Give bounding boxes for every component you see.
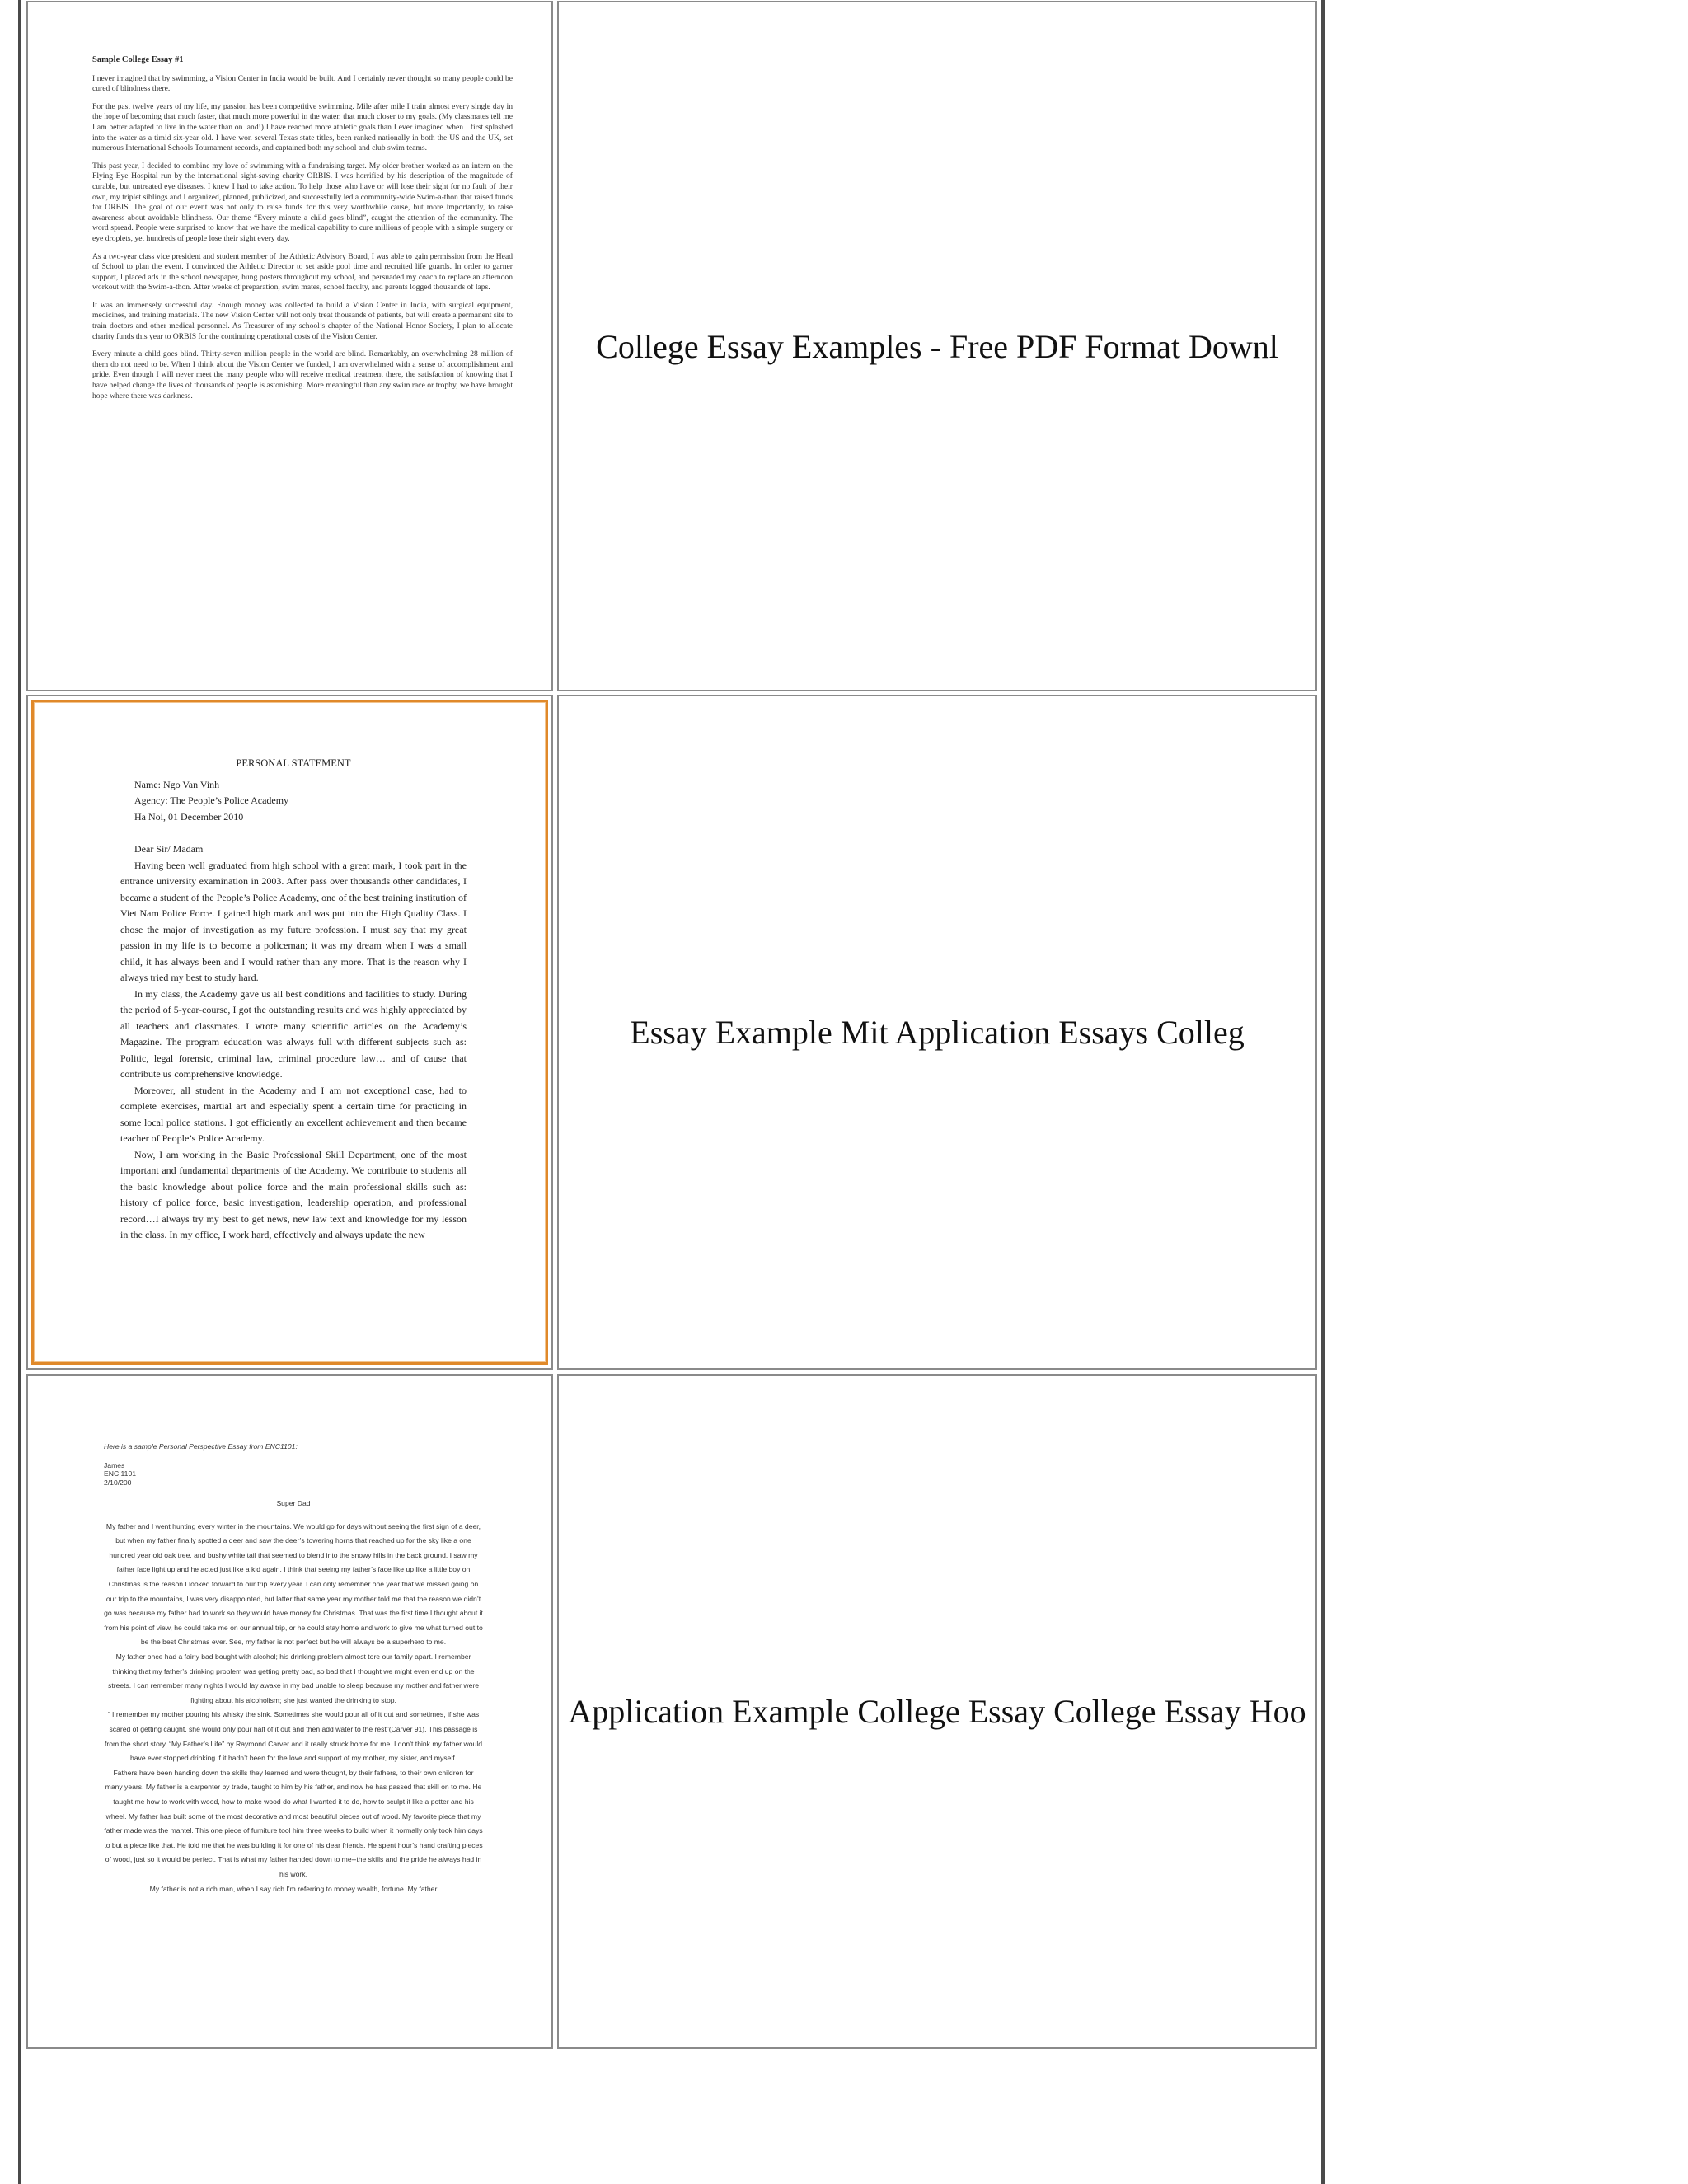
caption-cell-2[interactable]	[557, 695, 1317, 1370]
caption-link[interactable]: Essay Example Mit Application Essays Colleg	[630, 1014, 1245, 1051]
essay-name: Name: Ngo Van Vinh	[134, 778, 220, 790]
essay-salutation: Dear Sir/ Madam	[134, 843, 204, 855]
essay-date: 2/10/200	[104, 1478, 132, 1487]
essay-paragraph: My father and I went hunting every winter in the mountains. We would go for days without seeing the first sign of a deer, but when my father finally spotted a deer and saw the deer’s towering horns that reached up for the sky like a one hundred year old oak tree, and bushy white tail that seemed to blend into the snowy hills in the back ground. I saw my father face light up and he acted just like a kid again. I think that seeing my father’s face like up like a little boy on Christmas is the reason I looked forward to our trip every year. I can only remember one year that we missed going on our trip to the mountains, I was very disappointed, but latter that same year my mother told me that the reason we didn’t go was because my father had to work so they would have money for Christmas. That was the first time I thought about it from his point of view, he could take me on our annual trip, or he could stay home and work to give me what turned out to be the best Christmas ever. See, my father is not perfect but he will always be a superhero to me.	[104, 1521, 483, 1647]
essay-paragraph: My father is not a rich man, when I say rich I’m referring to money wealth, fortune. My father	[149, 1884, 438, 1893]
essay-paragraph: This past year, I decided to combine my love of swimming with a fundraising target. My older brother worked as an intern on the Flying Eye Hospital run by the international sight-saving charity ORBIS. I was horrified by his description of the magnitude of curable, but untreated eye diseases. I knew I had to take action. To help those who have or will lose their sight for no fault of their own, my triplet siblings and I organized, planned, publicized, and successfully led a community-wide Swim-a-thon that raised funds for ORBIS. The goal of our event was not only to raise funds for this very worthwhile cause, but more importantly, to raise awareness about avoidable blindness. Our theme “Every minute a child goes blind”, caught the attention of the community. The word spread. People were surprised to know that we have the medical capability to cure millions of people with a simple surgery or eye droplets, yet hundreds of people lose their sight every day.	[92, 161, 513, 243]
essay-thumbnail-1[interactable]	[26, 1, 553, 691]
essay-paragraph: Having been well graduated from high school with a great mark, I took part in the entrance university examination in 2003. After pass over thousands other candidates, I became a student of the People’s Police Academy, one of the best training institution of Viet Nam Police Force. I gained high mark and was put into the High Quality Class. I chose the major of investigation as my future profession. I must say that my great passion in my life is to become a policeman; it was my dream when I was a small child, it has always been and I would rather than any more. That is the reason why I always tried my best to study hard.	[120, 859, 467, 983]
essay-paragraph: “ I remember my mother pouring his whisky the sink. Sometimes she would pour all of it out and sometimes, if she was scared of getting caught, she would only pour half of it out and then add water to the rest”(Carver 91). This passage is from the short story, “My Father’s Life” by Raymond Carver and it really struck home for me. I don’t think my father would have ever stopped drinking if it hadn’t been for the love and support of my mother, my sister, and myself.	[104, 1710, 483, 1763]
page-frame-left	[18, 0, 21, 2184]
essay-paragraph: Now, I am working in the Basic Professional Skill Department, one of the most important and fundamental departments of the Academy. We contribute to students all the basic knowledge about police force and the main professional skills such as: history of police force, basic investigation, leadership operation, and professional record…I always try my best to get news, new law text and knowledge for my lesson in the class. In my office, I work hard, effectively and always update the new	[120, 1148, 467, 1240]
essay-author: James ______	[104, 1460, 151, 1469]
caption-cell-1[interactable]	[557, 1, 1317, 691]
caption-link[interactable]: College Essay Examples - Free PDF Format Downl	[596, 327, 1278, 365]
essay-paragraph: For the past twelve years of my life, my passion has been competitive swimming. Mile after mile I train almost every single day in the hope of becoming that much faster, that much more powerful in the water, that much closer to my goals. (My classmates tell me I am better adapted to live in the water than on land!) I have reached more athletic goals than I ever imagined when I first splashed into the water as a timid six-year old. I have won several Texas state titles, been ranked nationally in both the US and the UK, set numerous International Schools Tournament records, and captained both my school and club swim teams.	[92, 101, 513, 153]
essay-document-2	[120, 756, 467, 1244]
essay-paragraph: Every minute a child goes blind. Thirty-seven million people in the world are blind. Remarkably, an overwhelming 28 million of them do not need to be. When I think about the Vision Center we funded, I am overwhelmed with a sense of accomplishment and pride. Even though I will never meet the many people who will receive medical treatment there, the satisfaction of knowing that I have helped change the lives of thousands of people is astonishing. More meaningful than any swim race or trophy, we have brought hope where there was darkness.	[92, 349, 513, 401]
essay-paragraph: As a two-year class vice president and student member of the Athletic Advisory Board, I was able to gain permission from the Head of School to plan the event. I convinced the Athletic Director to set aside pool time and recruited life guards. In order to garner support, I placed ads in the school newspaper, hung posters throughout my school, and persuaded my coach to replace an afternoon workout with the Swim-a-thon. After weeks of preparation, swim mates, school faculty, and parents logged thousands of laps.	[92, 251, 513, 293]
essay-paragraph: Moreover, all student in the Academy and I am not exceptional case, had to complete exercises, martial art and especially spent a certain time for practicing in some local police stations. I got efficiently an excellent achievement and then became teacher of People’s Police Academy.	[120, 1084, 467, 1144]
essay-course: ENC 1101	[104, 1469, 137, 1479]
essay-thumbnail-3[interactable]	[26, 1374, 553, 2049]
essay-paragraph: My father once had a fairly bad bought with alcohol; his drinking problem almost tore our family apart. I remember thinking that my father’s drinking problem was getting pretty bad, so bad that I thought we might even end up on the streets. I can remember many nights I would lay awake in my bad unable to sleep because my mother and father were fighting about his alcoholism; she just wanted the drinking to stop.	[108, 1652, 479, 1704]
essay-paragraph: In my class, the Academy gave us all best conditions and facilities to study. During the period of 5-year-course, I got the outstanding results and was highly appreciated by all teachers and classmates. I wrote many scientific articles on the Academy’s Magazine. The program education was always full with different subjects such as: Politic, legal forensic, criminal law, criminal procedure law… and of cause that contribute us comprehensive knowledge.	[120, 987, 467, 1080]
essay-paragraph: Fathers have been handing down the skills they learned and were thought, by their fathers, to their own children for many years. My father is a carpenter by trade, taught to him by his father, and now he has passed that skill on to me. He taught me how to work with wood, how to make wood do what I wanted it to do, how to sculpt it like a potter and his wheel. My father has built some of the most decorative and most beautiful pieces out of wood. My favorite piece that my father made was the mantel. This one piece of furniture tool him three weeks to build when it normally only took him days to but a piece like that. He told me that he was building it for one of his dear friends. He spent hour’s hand crafting pieces of wood, just so it would be perfect. That is what my father handed down to me--the skills and the pride he always had in his work.	[104, 1768, 483, 1878]
essay-thumbnail-2[interactable]	[26, 695, 553, 1370]
essay-document-3	[104, 1440, 483, 1896]
caption-cell-3[interactable]	[557, 1374, 1317, 2049]
essay-document-1	[92, 55, 513, 409]
essay-title: PERSONAL STATEMENT	[236, 757, 351, 769]
essay-paragraph: It was an immensely successful day. Enough money was collected to build a Vision Center in India, with surgical equipment, medicines, and training materials. The new Vision Center will not only treat thousands of patients, but will create a permanent site to train doctors and other medical personnel. As Treasurer of my school’s chapter of the National Honor Society, I plan to allocate charity funds this year to ORBIS for the continuing operational costs of the Vision Center.	[92, 300, 513, 341]
page-frame-right	[1321, 0, 1325, 2184]
essay-paragraph: I never imagined that by swimming, a Vision Center in India would be built. And I certainly never thought so many people could be cured of blindness there.	[92, 73, 513, 94]
essay-agency: Agency: The People’s Police Academy	[134, 794, 289, 806]
caption-link[interactable]: Application Example College Essay College Essay Hoo	[568, 1693, 1306, 1730]
essay-title: Sample College Essay #1	[92, 55, 184, 64]
essay-intro: Here is a sample Personal Perspective Essay from ENC1101:	[104, 1442, 298, 1451]
essay-date: Ha Noi, 01 December 2010	[134, 810, 244, 823]
essay-title: Super Dad	[276, 1499, 311, 1508]
